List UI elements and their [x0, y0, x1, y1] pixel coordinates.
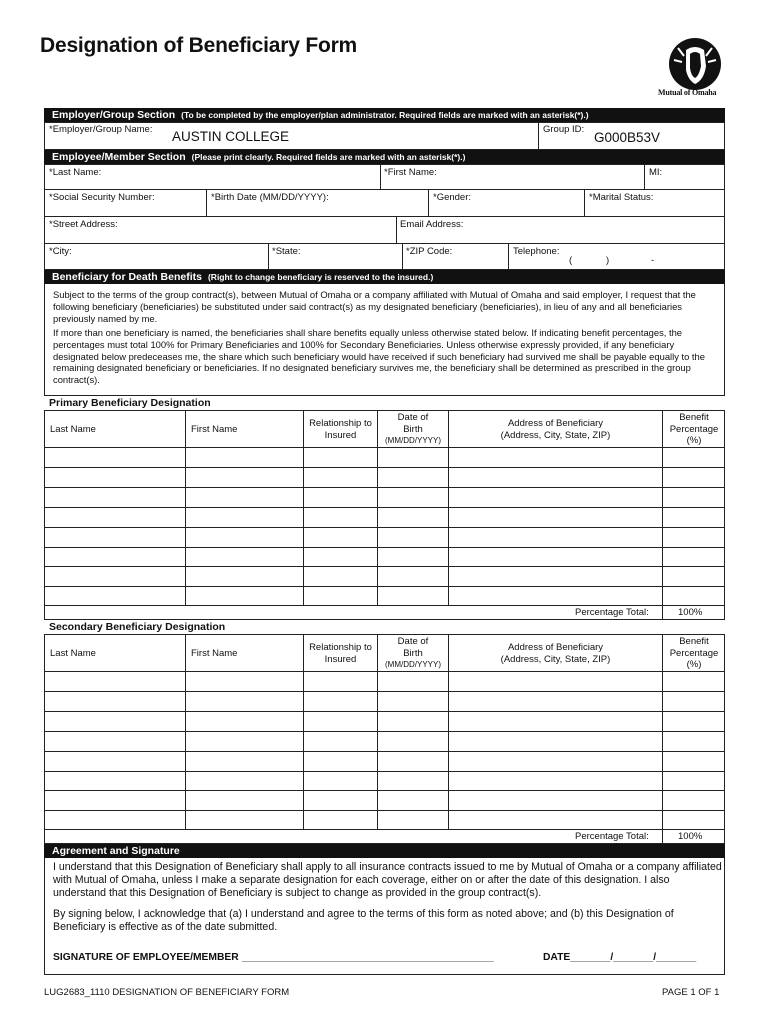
group-id-label: Group ID:	[543, 124, 585, 135]
email-address-field[interactable]: Email Address:	[400, 219, 464, 230]
primary-col-first-name: First Name	[191, 424, 238, 435]
form-footer-code: LUG2683_1110 DESIGNATION OF BENEFICIARY FORM	[44, 987, 290, 998]
telephone-dash: -	[651, 255, 655, 266]
acknowledgement-paragraph: By signing below, I acknowledge that (a) I understand and agree to the terms of this form as noted above; and (b) this Designation of Beneficiary is effective as of the date submitted.	[53, 908, 674, 933]
employee-note: (Please print clearly. Required fields are marked with an asterisk(*).)	[191, 152, 466, 162]
telephone-close-paren: )	[606, 255, 610, 266]
employee-fields-grid	[44, 164, 725, 270]
employer-name-field[interactable]: AUSTIN COLLEGE	[172, 129, 290, 144]
secondary-col-last-name: Last Name	[50, 648, 96, 659]
last-name-field[interactable]: *Last Name:	[49, 167, 102, 178]
secondary-col-percentage: Benefit Percentage (%)	[669, 636, 719, 670]
employer-section-header	[44, 108, 725, 122]
employee-section-header	[44, 150, 725, 164]
substitution-paragraph: Subject to the terms of the group contract(s), between Mutual of Omaha or a company affiliated with Mutual of Omaha and said employer, I request that the following beneficiary (beneficiaries) be substituted under said contract(s) as my designated beneficiary (beneficiaries), in lieu of any and all beneficiaries previously named by me.	[53, 289, 696, 324]
first-name-field[interactable]: *First Name:	[384, 167, 437, 178]
primary-col-address: Address of Beneficiary (Address, City, State, ZIP)	[500, 418, 611, 441]
primary-title: Primary Beneficiary Designation	[49, 397, 211, 409]
group-id-field[interactable]: G000B53V	[594, 130, 661, 145]
agreement-header	[44, 844, 725, 858]
primary-total-label: Percentage Total:	[575, 607, 649, 618]
secondary-title: Secondary Beneficiary Designation	[49, 621, 226, 633]
primary-col-last-name: Last Name	[50, 424, 96, 435]
logo-text: Mutual of Omaha	[658, 88, 717, 97]
date-line[interactable]: DATE_______/_______/_______	[543, 952, 697, 963]
marital-status-field[interactable]: *Marital Status:	[589, 192, 654, 203]
agreement-paragraph: I understand that this Designation of Beneficiary shall apply to all insurance contracts issued to me by Mutual of Omaha or a company affiliated with Mutual of Omaha, unless I make a separate designation for each coverage, either on or after the date of this designation. I also understand that this Designation of Beneficiary is subject to change as provided in the group contract(s).	[53, 861, 722, 899]
secondary-col-address: Address of Beneficiary (Address, City, State, ZIP)	[500, 642, 611, 665]
employer-name-label: *Employer/Group Name:	[49, 124, 153, 135]
signature-line[interactable]: SIGNATURE OF EMPLOYEE/MEMBER ____________________________________________	[53, 952, 494, 963]
employer-heading: Employer/Group Section	[52, 109, 176, 121]
secondary-col-dob-format: (MM/DD/YYYY)	[385, 660, 441, 669]
death-benefits-header	[44, 270, 725, 284]
agreement-heading: Agreement and Signature	[52, 845, 180, 857]
telephone-field[interactable]: Telephone:	[513, 246, 560, 257]
primary-col-dob: Date of Birth	[397, 412, 429, 435]
page-title: Designation of Beneficiary Form	[40, 34, 358, 57]
primary-col-dob-format: (MM/DD/YYYY)	[385, 436, 441, 445]
employee-heading: Employee/Member Section	[52, 151, 186, 163]
secondary-col-first-name: First Name	[191, 648, 238, 659]
employer-note: (To be completed by the employer/plan administrator. Required fields are marked with an asterisk(*).)	[181, 110, 589, 120]
street-address-field[interactable]: *Street Address:	[49, 219, 118, 230]
mi-field[interactable]: MI:	[649, 167, 663, 178]
ssn-field[interactable]: *Social Security Number:	[49, 192, 155, 203]
sharing-paragraph: If more than one beneficiary is named, the beneficiaries shall share benefits equally unless otherwise stated below. If indicating benefit percentages, the percentages must total 100% for Primary Beneficiaries and 100% for Secondary Beneficiaries. Unless otherwise expressly provided, if any beneficiary designated below predeceases me, the share which such beneficiary would have received if such beneficiary had survived me shall be payable equally to the remaining designated beneficiary or beneficiaries. If no designated beneficiary survives me, the beneficiary shall be determined as prescribed in the group contract(s).	[53, 327, 705, 386]
state-field[interactable]: *State:	[272, 246, 301, 257]
zip-code-field[interactable]: *ZIP Code:	[406, 246, 453, 257]
secondary-total-value: 100%	[678, 831, 703, 842]
gender-field[interactable]: *Gender:	[433, 192, 472, 203]
secondary-col-dob: Date of Birth	[397, 636, 429, 659]
city-field[interactable]: *City:	[49, 246, 72, 257]
death-heading: Beneficiary for Death Benefits	[52, 271, 202, 283]
secondary-col-relationship: Relationship to Insured	[309, 642, 372, 665]
secondary-total-label: Percentage Total:	[575, 831, 649, 842]
death-note: (Right to change beneficiary is reserved to the insured.)	[207, 272, 434, 282]
page-number: PAGE 1 OF 1	[662, 987, 720, 998]
primary-col-relationship: Relationship to Insured	[309, 418, 372, 441]
primary-col-percentage: Benefit Percentage (%)	[669, 412, 719, 446]
telephone-open-paren: (	[569, 255, 573, 266]
primary-total-value: 100%	[678, 607, 703, 618]
birth-date-field[interactable]: *Birth Date (MM/DD/YYYY):	[211, 192, 329, 203]
